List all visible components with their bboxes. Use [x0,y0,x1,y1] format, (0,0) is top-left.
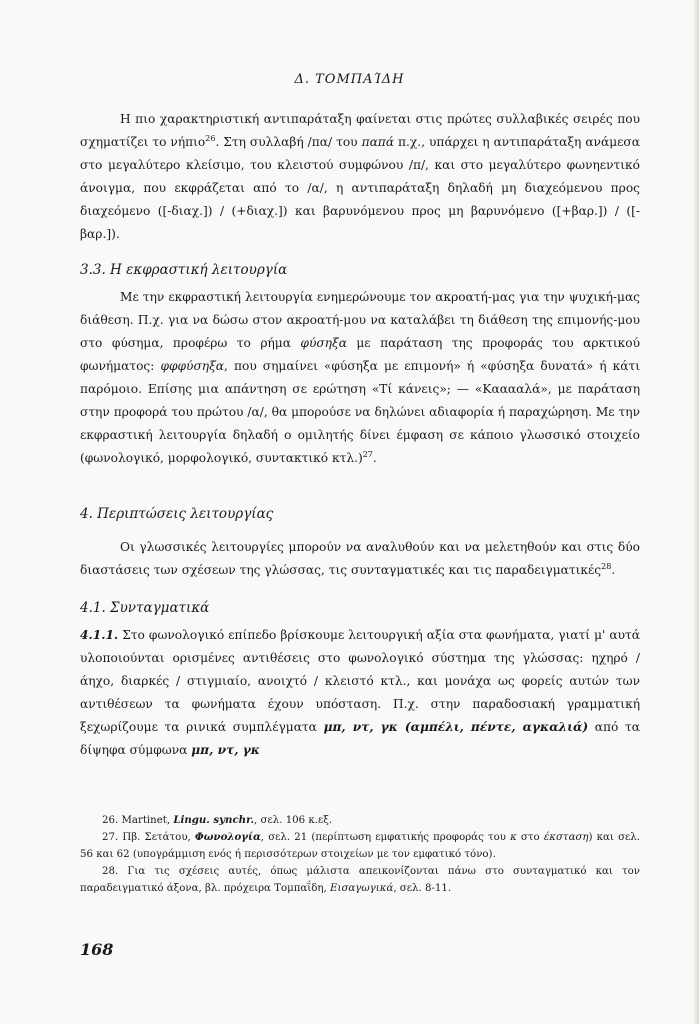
text-run: στο [516,832,544,843]
section-heading-4-1: 4.1. Συνταγματικά [80,600,210,616]
text-run: 26. Martinet, [102,815,174,826]
text-run: Η πιο χαρακτηριστική αντιπαράταξη φαίνεται στις πρώτες συλλαβικές σειρές που σχηματίζει το νήπιο [80,112,640,149]
paragraph-1 [80,108,640,246]
section-heading-3-3: 3.3. Η εκφραστική λειτουργία [80,262,288,278]
paragraph-4 [80,536,640,582]
text-run: . Στη συλλαβή /πα/ του [215,135,362,149]
cited-title: Φωνολογία [194,831,261,843]
text-run: Με την εκφραστική λειτουργία ενημερώνουμε τον ακροατή-μας για την ψυχική-μας διάθεση. Π.χ. για να δώσω στον ακροατή-μου να καταλάβει τη διάθεση της επιμονής-μου στο φύσημα, προφέρω το ρήμα [80,290,640,350]
italic-term: κ [510,832,517,843]
cited-title: Εισαγωγικά [330,883,394,894]
text-run: ) και σελ. 56 και 62 (υπογράμμιση ενός ή περισσότερων στοιχείων με τον εμφατικό τόνο). [80,832,640,860]
text-run: Στο φωνολογικό επίπεδο βρίσκουμε λειτουργική αξία στα φωνήματα, γιατί μ' αυτά υλοποιούνται ορισμένες αντιθέσεις στο φωνολογικό σύστημα της γλώσσας: ηχηρό / άηχο, διαρκές / στιγμιαίο, ανοιχτό / κλειστό κτλ., και μονάχα ως φορείς αυτών των αντιθέσεων τα φωνήματα έχουν υπόσταση. Π.χ. στην παραδοσιακή γραμματική ξεχωρίζουμε τα ρινικά συμπλέγματα [80,628,640,734]
text-run: π.χ., υπάρχει η αντιπαράταξη ανάμεσα στο μεγαλύτερο κλείσιμο, του κλειστού συμφώνου /π/, και στο μεγαλύτερο φωνηεντικό άνοιγμα, που εκφράζεται από το /α/, η αντιπαράταξη δηλαδή μη διαχεόμενου προς διαχεόμενο ([-διαχ.]) / (+διαχ.]) και βαρυνόμενου προς μη βαρυνόμενο ([+βαρ.]) / ([-βαρ.]). [80,135,640,241]
text-run: , σελ. 21 (περίπτωση εμφατικής προφοράς του [260,832,511,843]
page-edge-shadow [693,0,699,1024]
italic-term: παπά [361,135,395,149]
text-run: με παράταση της προφοράς του αρκτικού φωνήματος: [80,336,640,373]
text-run: από τα δίψηφα σύμφωνα [80,720,640,757]
subsection-number: 4.1.1. [80,628,119,642]
footnote-ref-26: 26 [205,133,216,143]
text-run: , που σημαίνει «φύσηξα με επιμονή» ή «φύσηξα δυνατά» ή κάτι παρόμοιο. Επίσης μια απάντηση σε ερώτηση «Τί κάνεις»; — «Κααααλά», με παράταση στην προφορά του πρώτου /α/, θα μπορούσε να δηλώνει αδιαφορία ή παραχώρηση. Με την εκφραστική λειτουργία δηλαδή ο ομιλητής δίνει έμφαση σε κάποιο γλωσσικό στοιχείο (φωνολογικό, μορφολογικό, συντακτικό κτλ.) [80,359,640,465]
text-run: . [372,451,377,465]
bold-italic-terms: μπ, ντ, γκ (αμπέλι, πέντε, αγκαλιά) [323,720,589,734]
text-run: . [611,563,616,577]
paragraph-3-3 [80,286,640,470]
text-run: , σελ. 8-11. [393,883,452,894]
footnotes [80,812,640,897]
text-run: 28. Για τις σχέσεις αυτές, όπως μάλιστα απεικονίζονται πάνω στο συνταγματικό και τον παραδειγματικό άξονα, βλ. πρόχειρα Τομπαΐδη, [80,866,640,894]
footnote-26 [80,812,640,829]
text-run: , σελ. 106 κ.εξ. [254,815,333,826]
footnote-27 [80,829,640,863]
bold-italic-terms: μπ, ντ, γκ [191,743,260,757]
footnote-ref-28: 28 [601,561,612,571]
footnote-28 [80,863,640,897]
section-heading-4: 4. Περιπτώσεις λειτουργίας [80,506,274,522]
italic-term: έκσταση [543,832,589,843]
cited-title: Lingu. synchr. [173,814,255,826]
text-run: Οι γλωσσικές λειτουργίες μπορούν να αναλυθούν και να μελετηθούν και στις δύο διαστάσεις των σχέσεων της γλώσσας, τις συνταγματικές και τις παραδειγματικές [80,540,640,577]
main-text [80,108,640,762]
footnote-ref-27: 27 [362,449,373,459]
paragraph-4-1-1 [80,624,640,762]
page-number: 168 [80,940,114,959]
italic-term: φφφύσηξα [160,359,225,373]
italic-term: φύσηξα [300,336,347,350]
running-head: Δ. ΤΟΜΠΑΊΔΗ [294,72,405,87]
text-run: 27. Πβ. Σετάτου, [102,832,195,843]
